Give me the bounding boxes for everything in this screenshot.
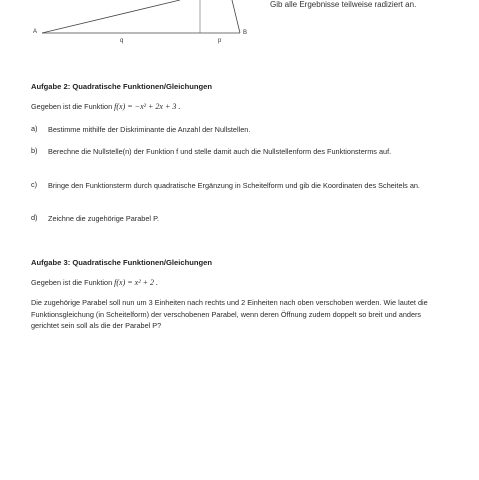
aufgabe-2-title: Aufgabe 2: Quadratische Funktionen/Gleichungen xyxy=(31,82,213,91)
label-a: A xyxy=(33,29,38,35)
instruction-note: Gib alle Ergebnisse teilweise radiziert an. xyxy=(270,0,417,9)
item-a-text: Bestimme mithilfe der Diskriminante die Anzahl der Nullstellen. xyxy=(48,125,251,134)
aufgabe-2-intro xyxy=(31,101,180,113)
label-b: B xyxy=(243,30,248,36)
aufgabe-3-title: Aufgabe 3: Quadratische Funktionen/Gleichungen xyxy=(31,258,213,267)
item-b-letter: b) xyxy=(31,146,38,155)
item-b-text: Berechne die Nullstelle(n) der Funktion f und stelle damit auch die Nullstellenform des Funktionsterms auf. xyxy=(48,147,392,156)
triangle-side-bc xyxy=(232,0,240,33)
aufgabe-2-function: f(x) = −x² + 2x + 3 . xyxy=(114,102,181,111)
item-c-text: Bringe den Funktionsterm durch quadratische Ergänzung in Scheitelform und gib die Koordinaten des Scheitels an. xyxy=(48,181,420,190)
label-q: q xyxy=(120,38,124,44)
triangle-side-ac xyxy=(42,0,180,33)
item-d-letter: d) xyxy=(31,213,38,222)
aufgabe-3-intro xyxy=(31,277,158,289)
aufgabe-2-intro-text: Gegeben ist die Funktion xyxy=(31,102,113,111)
label-p: p xyxy=(218,38,222,44)
aufgabe-3-paragraph: Die zugehörige Parabel soll nun um 3 Einheiten nach rechts und 2 Einheiten nach oben verschoben werden. Wie lautet die Funktionsgleichung (in Scheitelform) der verschobenen Parabel, wenn deren Öffnung zudem doppelt so breit und anders gerichtet sein soll als die der Parabel P? xyxy=(31,298,428,330)
aufgabe-3-intro-text: Gegeben ist die Funktion xyxy=(31,278,113,287)
aufgabe-3-function: f(x) = x² + 2 . xyxy=(114,278,159,287)
item-c-letter: c) xyxy=(31,180,38,189)
item-d-text: Zeichne die zugehörige Parabel P. xyxy=(48,214,160,223)
triangle-diagram xyxy=(0,0,479,60)
item-a-letter: a) xyxy=(31,124,38,133)
